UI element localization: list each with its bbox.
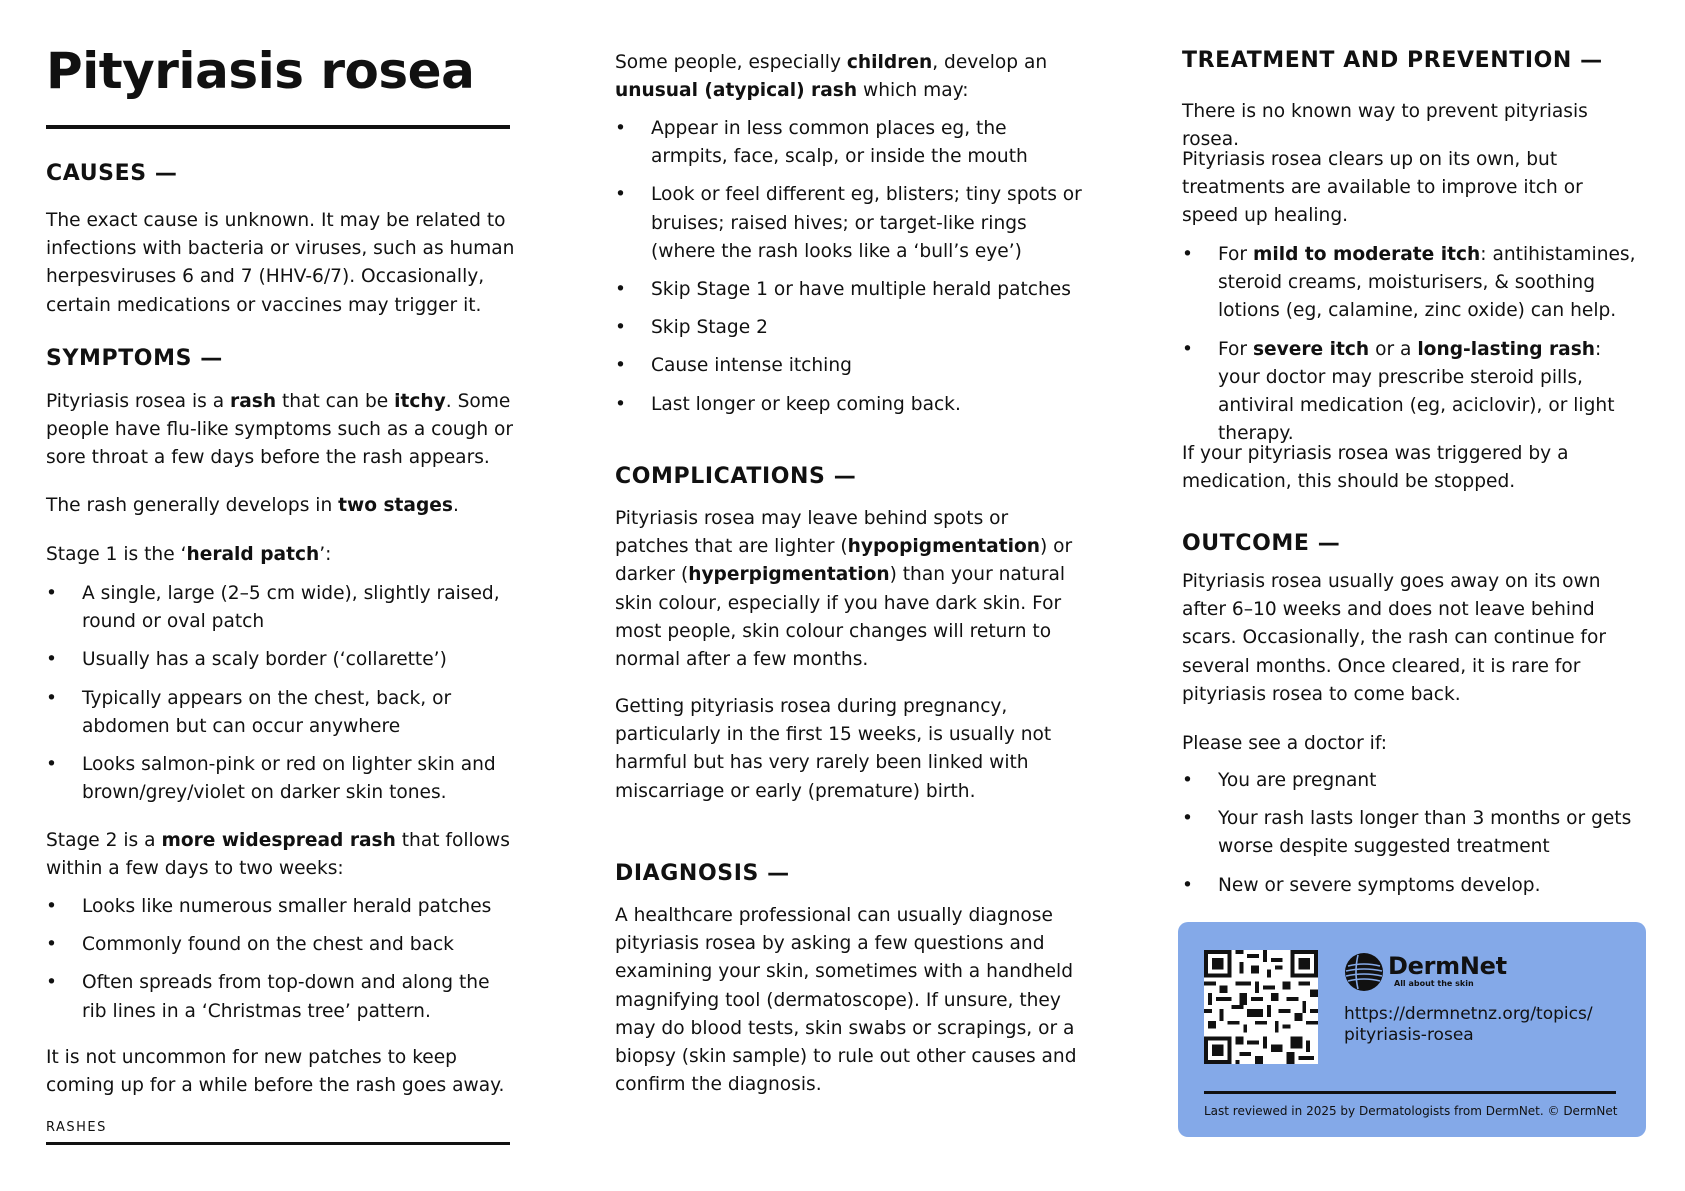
causes-text: The exact cause is unknown. It may be related to infections with bacteria or viruses, such as human herpesviruses 6 and 7 (HHV-6/7). Occasionally, certain medications or vaccines may trigger it. <box>46 210 515 316</box>
list-item: • Cause intense itching <box>615 352 1087 380</box>
list-item: • Last longer or keep coming back. <box>615 391 1087 419</box>
atypical-intro: Some people, especially children, develop an unusual (atypical) rash which may: <box>615 52 1048 102</box>
qr-code-icon[interactable] <box>1204 950 1318 1064</box>
list-item: • Looks salmon-pink or red on lighter skin and brown/grey/violet on darker skin tones. <box>46 751 518 807</box>
complications-heading: COMPLICATIONS — <box>615 464 857 489</box>
outcome-heading: OUTCOME — <box>1182 531 1341 556</box>
closing-text: It is not uncommon for new patches to keep coming up for a while before the rash goes away. <box>46 1047 505 1097</box>
stage2-list <box>46 893 518 1026</box>
doctor-list <box>1182 767 1648 900</box>
complications-paragraph-2: Getting pityriasis rosea during pregnancy, particularly in the first 15 weeks, is usually not harmful but has very rarely been linked with miscarriage or early (premature) birth. <box>615 696 1052 802</box>
diagnosis-heading: DIAGNOSIS — <box>615 861 790 886</box>
source-card <box>1178 922 1646 1137</box>
stage1-list <box>46 580 518 807</box>
list-item: • For mild to moderate itch: antihistamines, steroid creams, moisturisers, & soothing lotions (eg, calamine, zinc oxide) can help. <box>1182 241 1648 326</box>
stage1-intro: Stage 1 is the ‘herald patch’: <box>46 544 332 565</box>
list-item: • Commonly found on the chest and back <box>46 931 518 959</box>
source-url-link[interactable]: https://dermnetnz.org/topics/ pityriasis-rosea <box>1344 1004 1593 1045</box>
list-item: • Appear in less common places eg, the armpits, face, scalp, or inside the mouth <box>615 115 1087 171</box>
dermnet-logo <box>1344 952 1514 992</box>
title-divider <box>46 125 510 129</box>
symptoms-paragraph-1: Pityriasis rosea is a rash that can be itchy. Some people have flu-like symptoms such as a cough or sore throat a few days before the rash appears. <box>46 391 514 469</box>
stage2-intro: Stage 2 is a more widespread rash that follows within a few days to two weeks: <box>46 830 510 880</box>
list-item: • Looks like numerous smaller herald patches <box>46 893 518 921</box>
footer-category-label: RASHES <box>46 1120 107 1135</box>
doctor-intro: Please see a doctor if: <box>1182 733 1387 754</box>
treatment-paragraph-1: There is no known way to prevent pityriasis rosea. <box>1182 101 1588 151</box>
review-note: Last reviewed in 2025 by Dermatologists from DermNet. © DermNet <box>1204 1104 1618 1118</box>
causes-heading: CAUSES — <box>46 161 178 186</box>
treatment-paragraph-2: Pityriasis rosea clears up on its own, but treatments are available to improve itch or speed up healing. <box>1182 149 1583 227</box>
brand-name: DermNet <box>1388 952 1507 980</box>
card-divider <box>1204 1091 1616 1094</box>
atypical-list <box>615 115 1087 419</box>
diagnosis-text: A healthcare professional can usually diagnose pityriasis rosea by asking a few questions and examining your skin, sometimes with a handheld magnifying tool (dermatoscope). If unsure, they may do blood tests, skin swabs or scrapings, or a biopsy (skin sample) to rule out other causes and confirm the diagnosis. <box>615 905 1077 1096</box>
list-item: • Skip Stage 2 <box>615 314 1087 342</box>
list-item: • A single, large (2–5 cm wide), slightly raised, round or oval patch <box>46 580 518 636</box>
outcome-text: Pityriasis rosea usually goes away on its own after 6–10 weeks and does not leave behind scars. Occasionally, the rash can continue for several months. Once cleared, it is rare for pityriasis rosea to come back. <box>1182 571 1606 705</box>
list-item: • You are pregnant <box>1182 767 1648 795</box>
treatment-heading: TREATMENT AND PREVENTION — <box>1182 48 1603 73</box>
list-item: • For severe itch or a long-lasting rash: your doctor may prescribe steroid pills, antiviral medication (eg, aciclovir), or light therapy. <box>1182 336 1648 449</box>
dermnet-logo-icon <box>1344 952 1384 992</box>
list-item: • Your rash lasts longer than 3 months or gets worse despite suggested treatment <box>1182 805 1648 861</box>
symptoms-paragraph-2: The rash generally develops in two stages. <box>46 495 459 516</box>
treatment-paragraph-3: If your pityriasis rosea was triggered by a medication, this should be stopped. <box>1182 443 1569 493</box>
symptoms-heading: SYMPTOMS — <box>46 346 223 371</box>
list-item: • Often spreads from top-down and along the rib lines in a ‘Christmas tree’ pattern. <box>46 969 518 1025</box>
list-item: • Skip Stage 1 or have multiple herald patches <box>615 276 1087 304</box>
list-item: • New or severe symptoms develop. <box>1182 872 1648 900</box>
list-item: • Look or feel different eg, blisters; tiny spots or bruises; raised hives; or target-like rings (where the rash looks like a ‘bull’s eye’) <box>615 181 1087 266</box>
footer-divider <box>46 1142 510 1145</box>
page-title: Pityriasis rosea <box>46 42 475 100</box>
list-item: • Usually has a scaly border (‘collarette’) <box>46 646 518 674</box>
treatment-list <box>1182 241 1648 448</box>
list-item: • Typically appears on the chest, back, or abdomen but can occur anywhere <box>46 685 518 741</box>
complications-paragraph-1: Pityriasis rosea may leave behind spots or patches that are lighter (hypopigmentation) or darker (hyperpigmentation) than your natural skin colour, especially if you have dark skin. For most people, skin colour changes will return to normal after a few months. <box>615 508 1073 671</box>
brand-tagline: All about the skin <box>1394 979 1474 988</box>
